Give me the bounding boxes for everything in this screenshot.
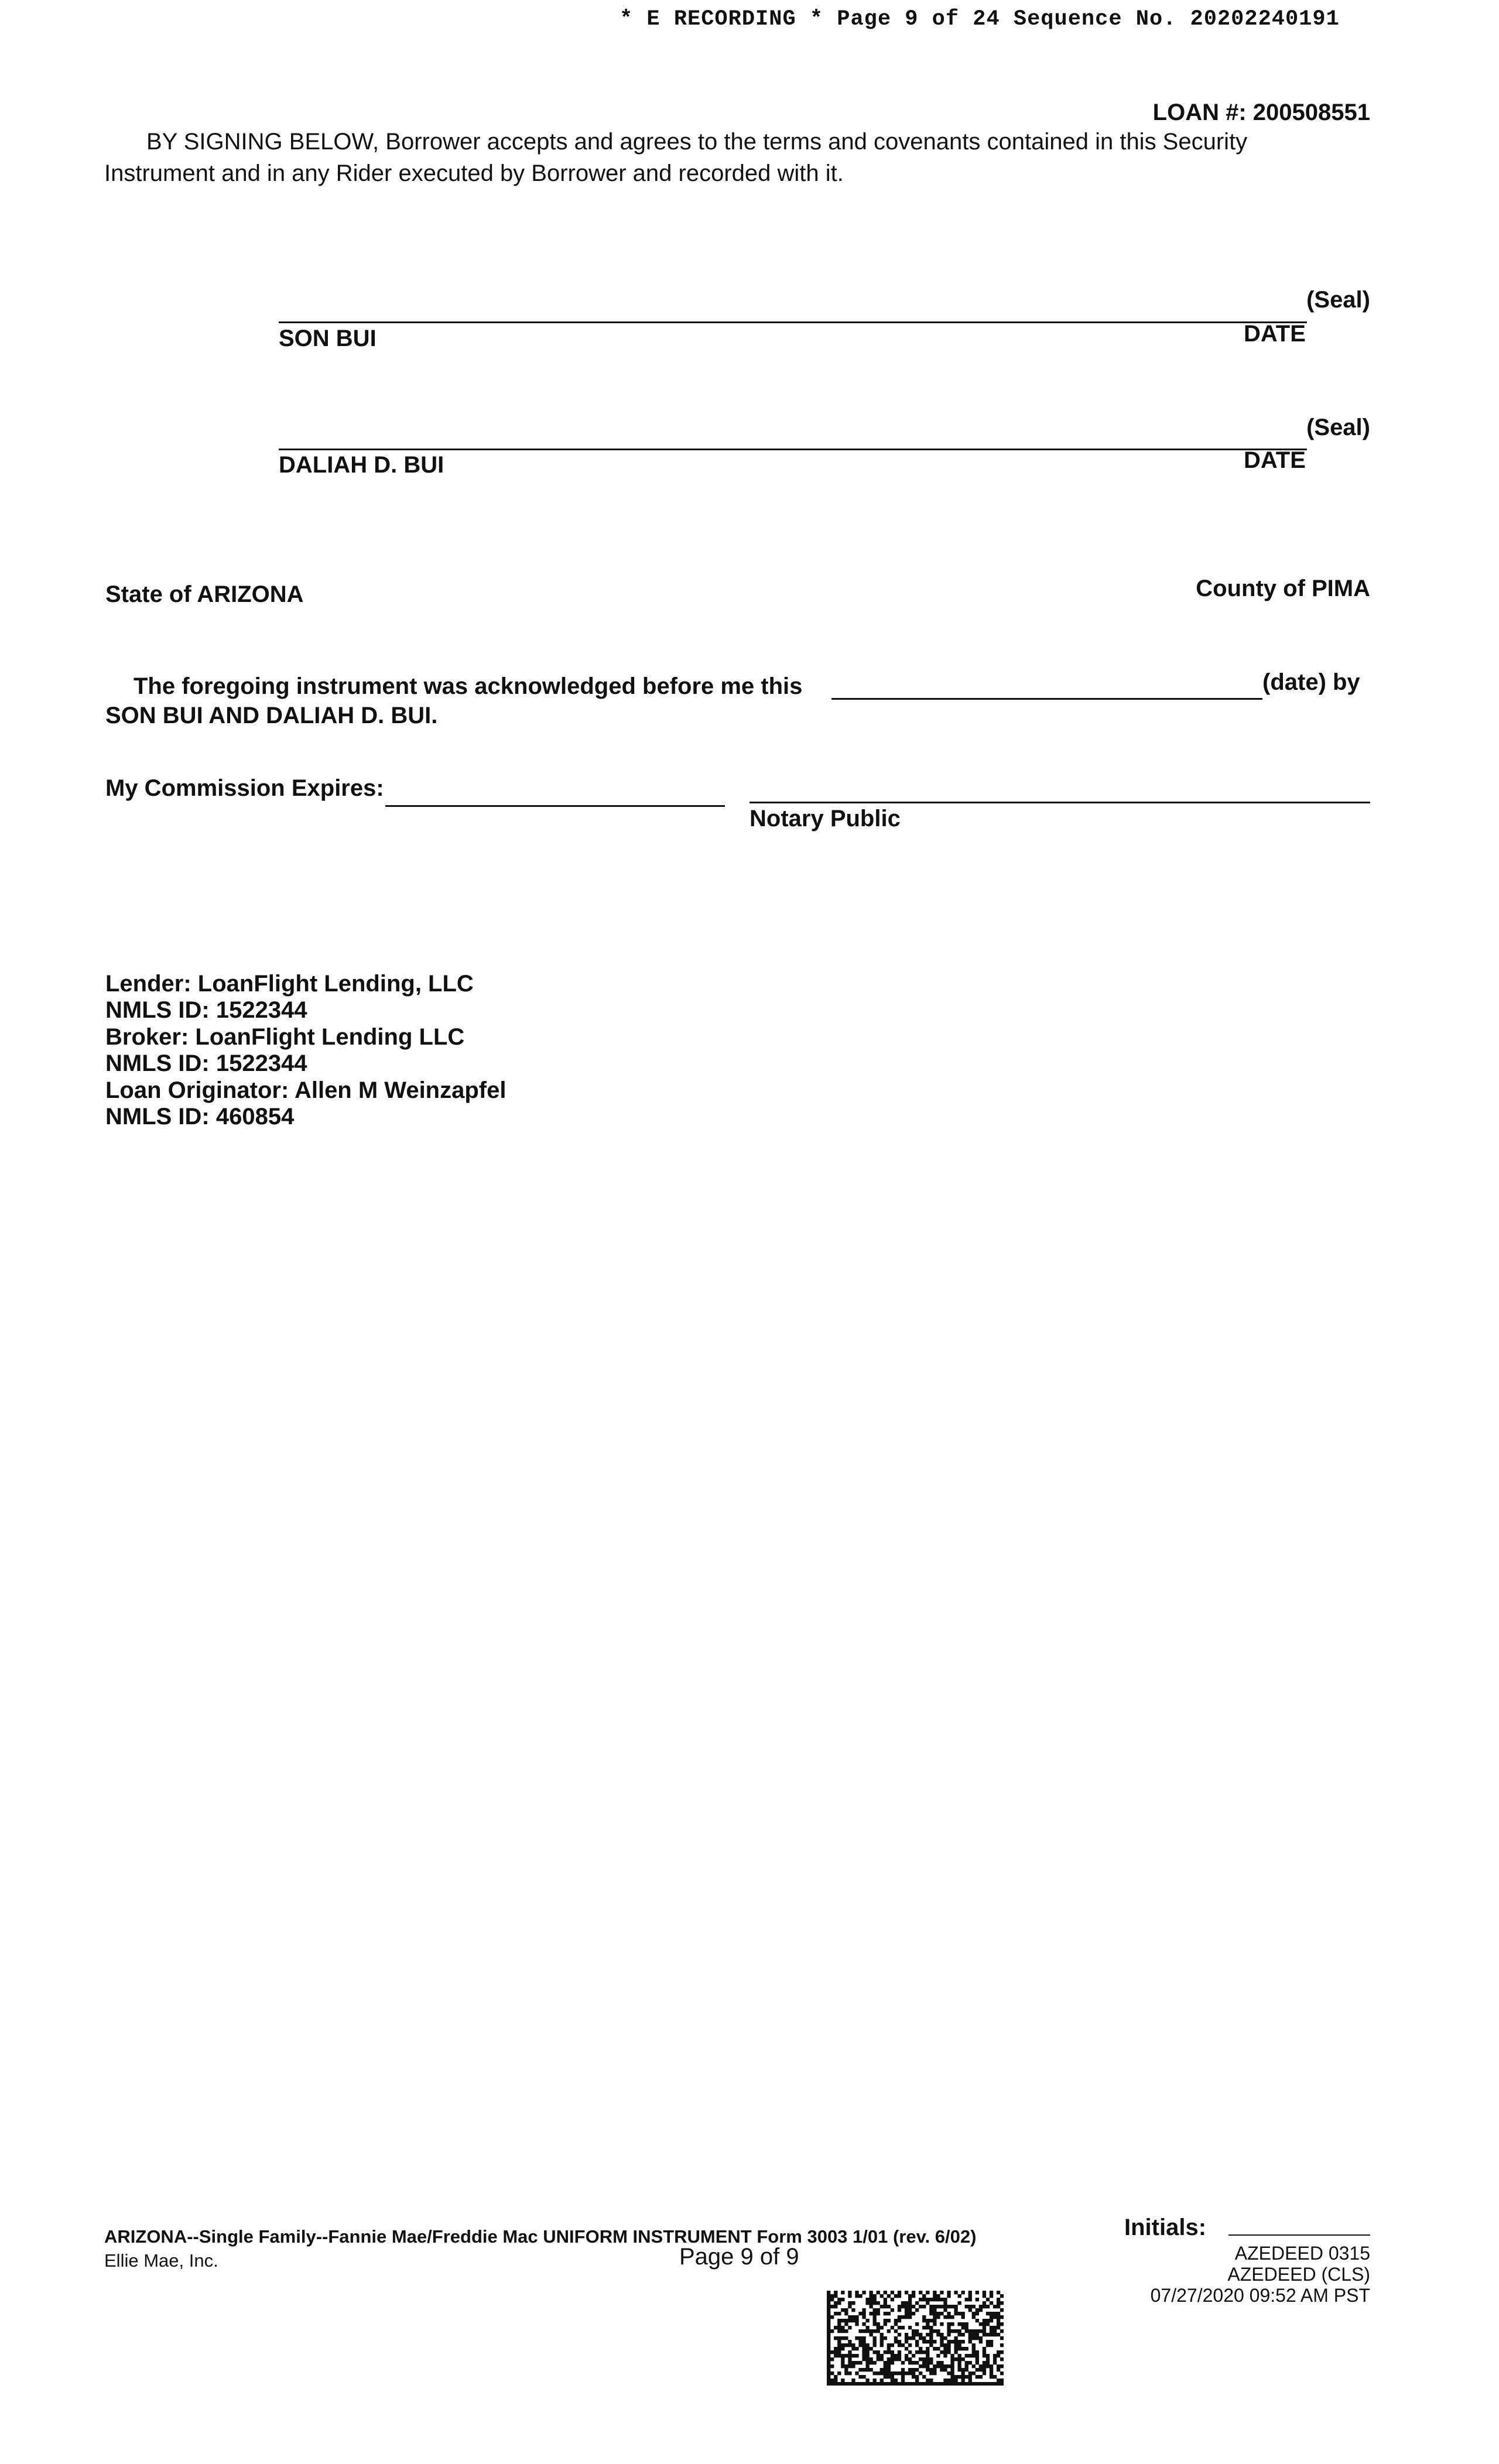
page-number: Page 9 of 9 <box>679 2244 799 2270</box>
form-title: ARIZONA--Single Family--Fannie Mae/Freddie Mac UNIFORM INSTRUMENT Form 3003 1/01 (rev. 6/02) <box>104 2226 977 2247</box>
company-name: Ellie Mae, Inc. <box>104 2250 218 2271</box>
broker-nmls-line: NMLS ID: 1522344 <box>105 1050 307 1076</box>
lender-nmls-line: NMLS ID: 1522344 <box>105 997 307 1023</box>
state-label: State of ARIZONA <box>105 581 304 607</box>
broker-line: Broker: LoanFlight Lending LLC <box>105 1024 465 1050</box>
loan-originator-line: Loan Originator: Allen M Weinzapfel <box>105 1077 506 1103</box>
ack-date-suffix: (date) by <box>1262 669 1360 695</box>
date-label-2: DATE <box>1244 447 1306 473</box>
signer-name-2: DALIAH D. BUI <box>279 452 444 478</box>
commission-date-line <box>385 805 725 807</box>
initials-label: Initials: <box>1124 2215 1207 2240</box>
signature-line-1 <box>279 321 1307 323</box>
ack-date-line <box>831 698 1262 700</box>
intro-line-1: BY SIGNING BELOW, Borrower accepts and agrees to the terms and covenants contained in this Security <box>146 129 1248 155</box>
acknowledged-parties: SON BUI AND DALIAH D. BUI. <box>105 703 438 728</box>
recording-header: * E RECORDING * Page 9 of 24 Sequence No. 20202240191 <box>620 7 1340 32</box>
notary-public-label: Notary Public <box>750 806 901 831</box>
seal-label-2: (Seal) <box>1306 415 1370 440</box>
date-label-1: DATE <box>1244 321 1306 347</box>
county-label: County of PIMA <box>1196 576 1370 601</box>
intro-line-2: Instrument and in any Rider executed by Borrower and recorded with it. <box>104 160 844 186</box>
originator-nmls-line: NMLS ID: 460854 <box>105 1104 295 1130</box>
notary-signature-line <box>750 802 1370 803</box>
lender-line: Lender: LoanFlight Lending, LLC <box>105 971 474 997</box>
form-code-1: AZEDEED 0315 <box>1234 2243 1370 2264</box>
seal-label-1: (Seal) <box>1306 287 1370 313</box>
signer-name-1: SON BUI <box>279 326 377 351</box>
signature-line-2 <box>279 449 1307 450</box>
commission-expires-label: My Commission Expires: <box>105 775 384 801</box>
form-code-2: AZEDEED (CLS) <box>1227 2264 1370 2285</box>
barcode-image <box>827 2291 1004 2386</box>
initials-line <box>1228 2234 1370 2236</box>
loan-number: LOAN #: 200508551 <box>1152 100 1370 125</box>
acknowledgment-text: The foregoing instrument was acknowledged before me this <box>134 673 803 699</box>
print-timestamp: 07/27/2020 09:52 AM PST <box>1150 2285 1370 2306</box>
